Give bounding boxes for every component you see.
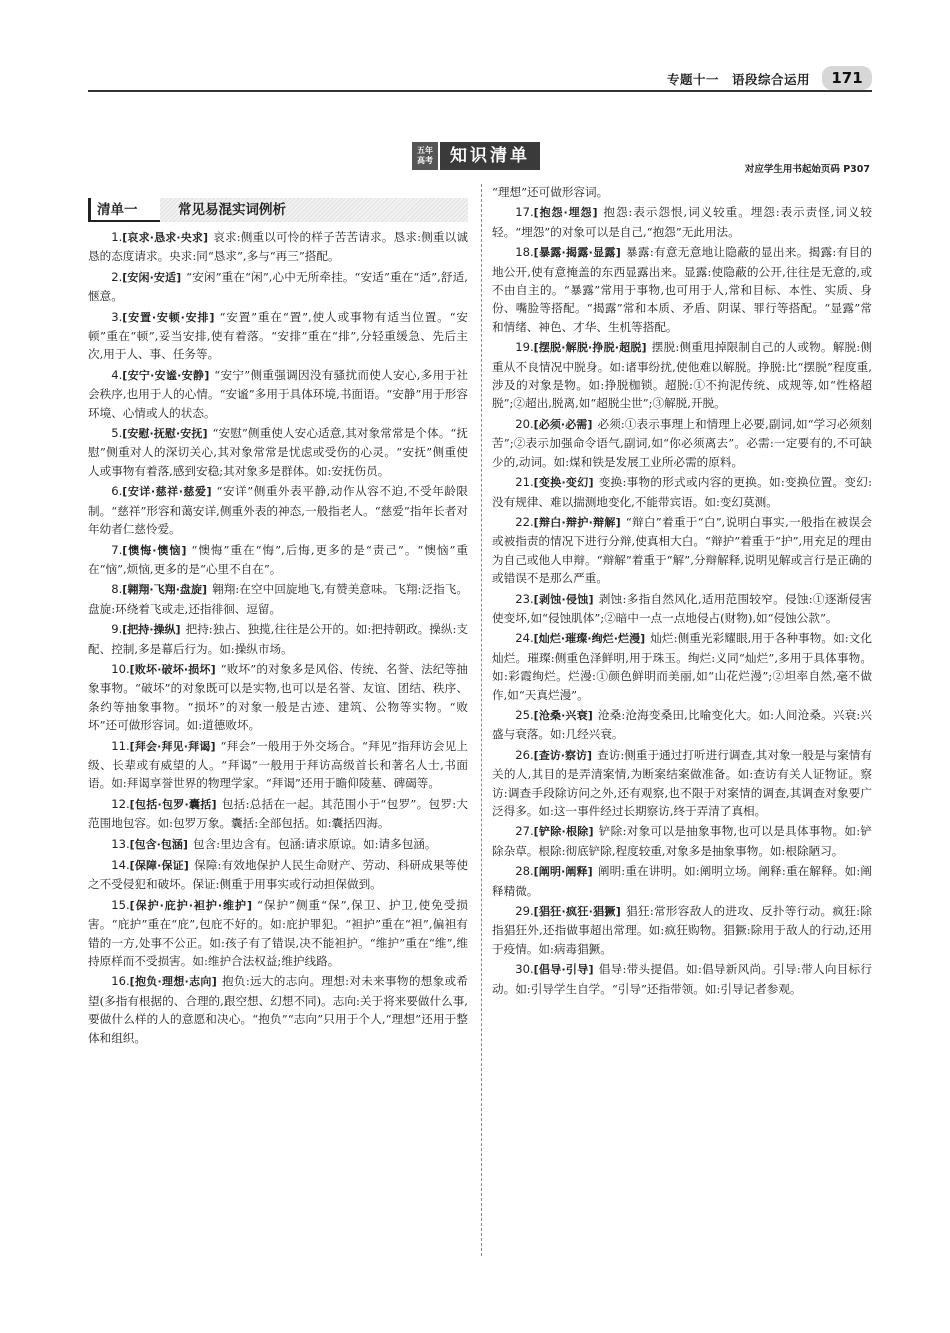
entry-number: 21.: [515, 475, 534, 490]
list-heading-tag: 清单一: [88, 198, 160, 222]
entry-definition: 灿烂:侧重光彩耀眼,用于各种事物。如:文化灿烂。璀璨:侧重色泽鲜明,用于珠玉。绚烂:义同“灿烂”,多用于具体事物。如:彩霞绚烂。烂漫:①颜色鲜明而美丽,如“山花烂漫”;②坦率自然,毫不做作,如“天真烂漫”。: [492, 631, 872, 702]
entry-definition: 沧桑:沧海变桑田,比喻变化大。如:人间沧桑。兴衰:兴盛与衰落。如:几经兴衰。: [492, 707, 873, 742]
word-entry: [88, 972, 468, 1047]
entry-terms: [哀求·恳求·央求]: [122, 231, 209, 244]
word-entry: [88, 660, 468, 735]
left-column: [88, 198, 468, 1049]
entry-number: 13.: [111, 836, 130, 851]
entry-terms: [抱怨·埋怨]: [533, 206, 598, 220]
entry-terms: [安慰·抚慰·安抚]: [122, 427, 208, 441]
entry-terms: [倡导·引导]: [533, 963, 594, 977]
entry-definition: 包含:里边含有。包涵:请求原谅。如:请多包涵。: [192, 836, 437, 851]
entry-definition: 摆脱:侧重甩掉限制自己的人或物。解脱:侧重从不良情况中脱身。如:诸事纷扰,使他难以解脱。挣脱:比“摆脱”程度重,涉及的对象是物。如:挣脱枷锁。超脱:①不拘泥传统、成规等,如“性格超脱”;②超出,脱离,如“超脱尘世”;③解脱,开脱。: [492, 340, 872, 411]
entry-definition: “安置”重在“置”,使人或事物有适当位置。“安顿”重在“顿”,妥当安排,使有着落。“安排”重在“排”,分轻重缓急、先后主次,用于人、事、任务等。: [88, 309, 468, 362]
word-entry: [492, 243, 872, 336]
entry-terms: [变换·变幻]: [533, 476, 594, 490]
entry-definition: 剥蚀:多指自然风化,适用范围较窄。侵蚀:①逐渐侵害使变坏,如“侵蚀肌体”;②暗中一点一点地侵占(财物),如“侵蚀公款”。: [492, 591, 872, 625]
entry-definition: “安宁”侧重强调因没有骚扰而使人安心,多用于社会秩序,也用于人的心情。“安谧”多用于具体环境,书面语。“安静”用于形容环境、心情或人的状态。: [88, 367, 468, 420]
entry-number: 22.: [515, 514, 534, 529]
entry-terms: [阐明·阐释]: [533, 865, 593, 879]
entry-terms: [铲除·根除]: [533, 825, 594, 839]
entry-number: 3.: [111, 309, 123, 324]
word-entry: [492, 960, 872, 998]
entry-number: 19.: [515, 340, 534, 355]
entry-terms: [保障·保证]: [129, 859, 189, 872]
entry-definition: “安闲”重在“闲”,心中无所牵挂。“安适”重在“适”,舒适,惬意。: [88, 269, 468, 304]
word-entry: [492, 862, 872, 900]
entry-terms: [安置·安顿·安排]: [122, 310, 215, 324]
entry-number: 1.: [111, 230, 123, 244]
entry-number: 20.: [515, 416, 534, 431]
word-entry: [88, 366, 468, 422]
word-entry: [492, 746, 872, 821]
word-entry: [492, 590, 872, 628]
entry-terms: [保护·庇护·袒护·维护]: [129, 898, 252, 912]
entry-definition: “安慰”侧重使人安心适意,其对象常常是个体。“抚慰”侧重对人的深切关心,其对象常常是忧虑或受伤的心灵。“安抚”侧重使人或事物有着落,感到安稳;其对象多是群体。如:安抚伤员。: [88, 426, 469, 478]
entry-terms: [灿烂·璀璨·绚烂·烂漫]: [533, 632, 646, 646]
entry-definition: 哀求:侧重以可怜的样子苦苦请求。恳求:侧重以诚恳的态度请求。央求:同“恳求”,多与“再三”搭配。: [88, 230, 468, 264]
entry-number: 4.: [111, 367, 123, 382]
entry-number: 14.: [111, 858, 130, 872]
chapter-title: 专题十一 语段综合运用: [666, 72, 810, 87]
word-entry: [88, 228, 468, 266]
entry-definition: 阐明:重在讲明。如:阐明立场。阐释:重在解释。如:阐释精微。: [492, 864, 872, 898]
entry-terms: [翱翔·飞翔·盘旋]: [122, 583, 208, 597]
entry-terms: [猖狂·疯狂·猖獗]: [533, 905, 621, 919]
entry-terms: [败坏·破坏·损坏]: [129, 662, 216, 676]
column-divider: [481, 184, 482, 1256]
entry-terms: [剥蚀·侵蚀]: [533, 592, 594, 606]
word-entry: [88, 856, 468, 894]
entry-number: 2.: [111, 269, 123, 284]
entry-definition: “懊悔”重在“悔”,后悔,更多的是“责己”。“懊恼”重在“恼”,烦恼,更多的是“心里不自在”。: [88, 542, 469, 576]
entry-terms: [安宁·安谧·安静]: [122, 368, 210, 382]
entry-definition: 抱负:远大的志向。理想:对未来事物的想象或希望(多指有根据的、合理的,跟空想、幻想不同)。志向:关于将来要做什么事,要做什么样的人的意愿和决心。“抱负”“志向”只用于个人,“理想”还用于整体和组织。: [88, 974, 469, 1045]
banner-title: 知识清单: [440, 142, 540, 170]
entry-definition: “辩白”着重于“白”,说明白事实,一般指在被误会或被指责的情况下进行分辩,使真相大白。“辩护”着重于“护”,用充足的理由为自己或他人申辩。“辩解”着重于“解”,分辩解释,说明见解或言行是正确的或错误不是那么严重。: [492, 514, 872, 586]
entry-definition: 查访:侧重于通过打听进行调查,其对象一般是与案情有关的人,其目的是弄清案情,为断案结案做准备。如:查访有关人证物证。察访:调查手段除访问之外,还有观察,也不限于对案情的调查,其调查对象要广泛得多。如:这一事件经过长期察访,终于弄清了真相。: [492, 747, 873, 818]
entry-terms: [辩白·辩护·辩解]: [533, 515, 621, 529]
continued-text: “理想”还可做形容词。: [492, 185, 609, 199]
running-header: [88, 66, 872, 92]
entry-number: 11.: [111, 738, 130, 753]
list-heading-title: 常见易混实词例析: [178, 202, 286, 218]
entry-number: 30.: [515, 962, 534, 977]
banner-badge: 五年高考: [412, 142, 438, 170]
entry-definition: “保护”侧重“保”,保卫、护卫,使免受损害。“庇护”重在“庇”,包庇不好的。如:庇护罪犯。“袒护”重在“袒”,偏袒有错的一方,处事不公正。如:孩子有了错误,决不能袒护。“维护”重在“维”,维持原样而不受损害。如:维护合法权益;维护线路。: [88, 897, 468, 969]
word-entry: [88, 896, 468, 971]
word-entry: [88, 737, 468, 793]
entry-definition: 抱怨:表示怨恨,词义较重。埋怨:表示责怪,词义较轻。“埋怨”的对象可以是自己,“抱怨”无此用法。: [492, 205, 873, 239]
entry-number: 18.: [515, 245, 534, 260]
word-entry: [492, 473, 872, 511]
entry-number: 5.: [111, 426, 123, 441]
word-entry: [492, 629, 872, 704]
entry-definition: 暴露:有意无意地让隐蔽的显出来。揭露:有目的地公开,使有意掩盖的东西显露出来。显露:使隐蔽的公开,往往是无意的,或不由自主的。“暴露”常用于事物,也可用于人,常和目标、本性、实质、身份、嘴脸等搭配。“揭露”常和本质、矛盾、阴谋、罪行等搭配。“显露”常和情绪、神色、才华、生机等搭配。: [492, 245, 872, 334]
word-entry: [492, 203, 872, 241]
entry-number: 9.: [111, 622, 123, 637]
entry-number: 16.: [111, 974, 130, 989]
entry-number: 26.: [515, 747, 534, 762]
entry-number: 24.: [515, 631, 534, 646]
entry-terms: [暴露·揭露·显露]: [533, 246, 621, 260]
entry-number: 29.: [515, 904, 534, 919]
entry-number: 23.: [515, 591, 534, 606]
word-entry: [88, 482, 468, 538]
entry-number: 6.: [111, 484, 123, 499]
word-entry: [492, 415, 872, 471]
entry-definition: “败坏”的对象多是风俗、传统、名誉、法纪等抽象事物。“破坏”的对象既可以是实物,也可以是名誉、友谊、团结、秩序、条约等抽象事物。“损坏”的对象一般是古迹、建筑、公物等实物。“败坏”还可做形容词。如:道德败坏。: [88, 661, 468, 733]
entry-terms: [懊悔·懊恼]: [122, 543, 187, 557]
word-entry: [88, 541, 468, 579]
page-number: 171: [822, 66, 872, 90]
word-entry: [88, 580, 468, 618]
word-entry: [88, 268, 468, 306]
entry-number: 12.: [111, 796, 130, 811]
entry-definition: 必须:①表示事理上和情理上必要,副词,如“学习必须刻苦”;②表示加强命令语气,副词,如“你必须离去”。必需:一定要有的,不可缺少的,动词。如:煤和铁是发展工业所必需的原料。: [492, 416, 873, 469]
entry-terms: [拜会·拜见·拜谒]: [129, 739, 216, 753]
entry-number: 17.: [515, 205, 534, 220]
entry-definition: 保障:有效地保护人民生命财产、劳动、科研成果等使之不受侵犯和破坏。保证:侧重于用事实或行动担保做到。: [88, 858, 468, 892]
word-entry: [88, 424, 468, 480]
word-entry: [88, 308, 468, 364]
entry-definition: 变换:事物的形式或内容的更换。如:变换位置。变幻:没有规律、难以揣测地变化,不能带宾语。如:变幻莫测。: [492, 475, 872, 509]
entry-terms: [安闲·安适]: [122, 270, 182, 284]
entry-definition: 把持:独占、独揽,往往是公开的。如:把持朝政。操纵:支配、控制,多是幕后行为。如:操纵市场。: [88, 622, 469, 656]
entry-definition: 倡导:带头提倡。如:倡导新风尚。引导:带人向目标行动。如:引导学生自学。“引导”还指带领。如:引导记者参观。: [492, 962, 872, 996]
header-rule: [88, 90, 872, 92]
right-column: [492, 183, 872, 1000]
entry-definition: 翱翔:在空中回旋地飞,有赞美意味。飞翔:泛指飞。盘旋:环绕着飞或走,还指徘徊、逗留。: [88, 582, 469, 616]
page-reference: 对应学生用书起始页码 P307: [744, 164, 870, 175]
entry-terms: [沧桑·兴衰]: [533, 708, 593, 722]
entry-definition: “安详”侧重外表平静,动作从容不迫,不受年龄限制。“慈祥”形容和蔼安详,侧重外表的神态,一般指老人。“慈爱”指年长者对年幼者仁慈怜爱。: [88, 484, 468, 537]
entry-terms: [安详·慈祥·慈爱]: [122, 485, 212, 499]
word-entry: [492, 902, 872, 958]
entry-number: 8.: [111, 582, 123, 597]
entry-terms: [包括·包罗·囊括]: [129, 797, 217, 811]
word-entry: [492, 513, 872, 588]
entry-number: 25.: [515, 707, 534, 722]
entry-terms: [必须·必需]: [533, 417, 593, 431]
entry-terms: [把持·操纵]: [122, 623, 181, 637]
entry-terms: [抱负·理想·志向]: [129, 975, 217, 989]
entry-definition: 铲除:对象可以是抽象事物,也可以是具体事物。如:铲除杂草。根除:彻底铲除,程度较重,对象多是抽象事物。如:根除陋习。: [492, 824, 872, 858]
entry-definition: 包括:总括在一起。其范围小于“包罗”。包罗:大范围地包容。如:包罗万象。囊括:全部包括。如:囊括四海。: [88, 796, 469, 831]
entry-number: 28.: [515, 864, 534, 879]
entry-definition: 猖狂:常形容敌人的进攻、反扑等行动。疯狂:除指猖狂外,还指做事超出常理。如:疯狂购物。猖獗:除用于敌人的行动,还用于疫情。如:病毒猖獗。: [492, 904, 872, 956]
word-entry: [88, 835, 468, 854]
entry-number: 10.: [111, 661, 130, 676]
word-entry: [492, 338, 872, 413]
entry-terms: [摆脱·解脱·挣脱·超脱]: [533, 341, 647, 355]
entry-terms: [查访·察访]: [533, 748, 593, 762]
list-heading: [88, 198, 468, 222]
right-entry-list: [492, 203, 872, 998]
word-entry: [88, 795, 468, 833]
word-entry: [492, 706, 872, 744]
entry-terms: [包含·包涵]: [129, 837, 188, 851]
entry-number: 27.: [515, 824, 534, 839]
word-entry: [88, 620, 468, 658]
entry-number: 7.: [111, 542, 123, 557]
left-entry-list: [88, 228, 468, 1047]
entry-number: 15.: [111, 897, 130, 912]
section-banner: [412, 142, 540, 170]
entry-definition: “拜会”一般用于外交场合。“拜见”指拜访会见上级、长辈或有威望的人。“拜谒”一般用于拜访高级首长和著名人士,书面语。如:拜谒享誉世界的物理学家。“拜谒”还用于瞻仰陵墓、碑碣等。: [88, 738, 468, 791]
word-entry: [492, 822, 872, 860]
